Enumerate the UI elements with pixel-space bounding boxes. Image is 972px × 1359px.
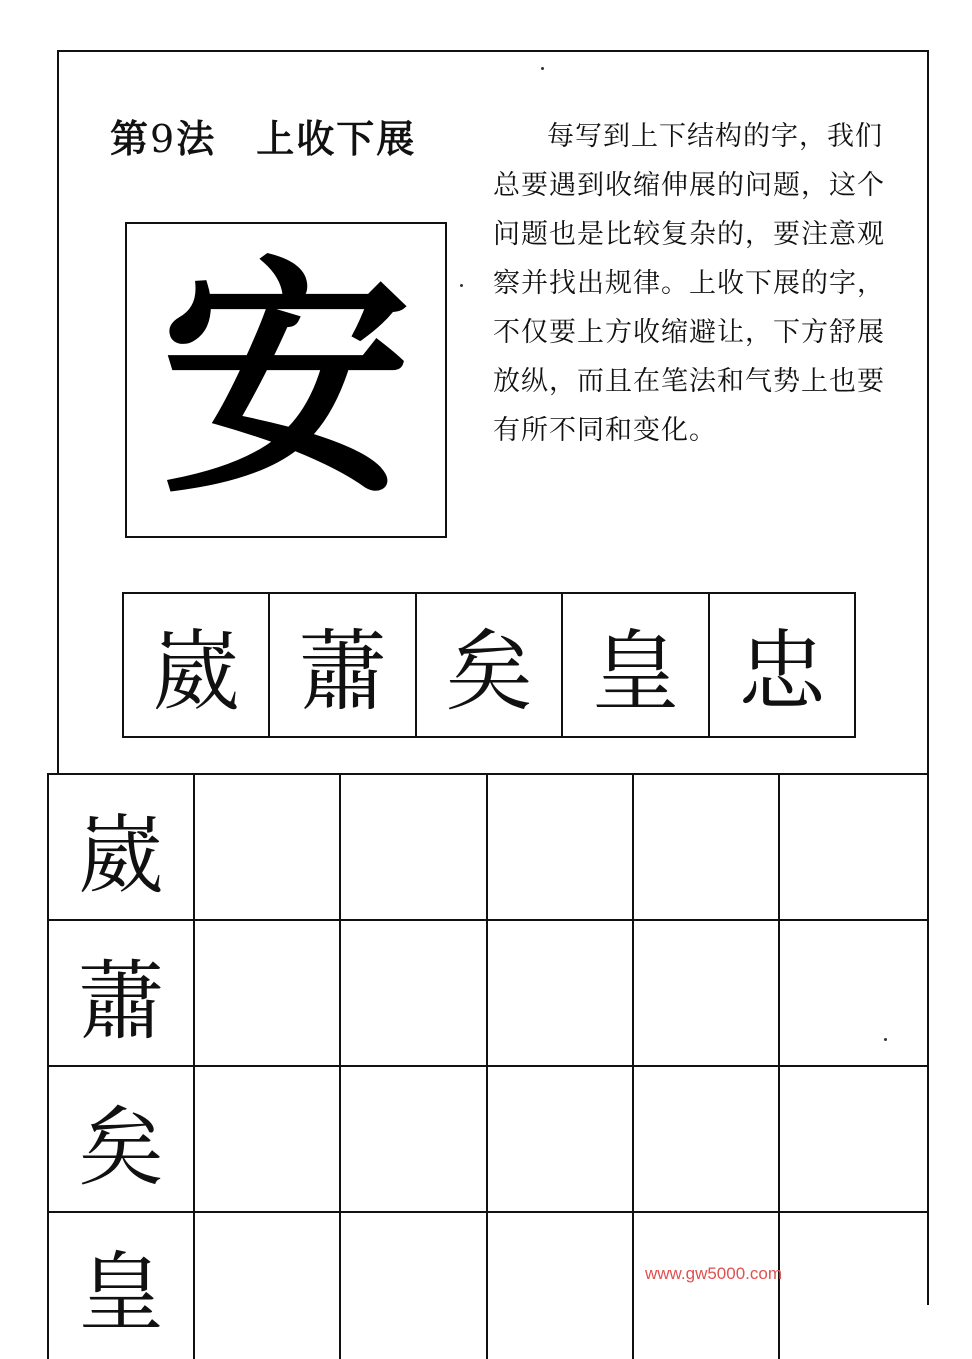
practice-model-character: 矣 <box>47 1067 193 1213</box>
practice-cell[interactable] <box>778 1067 927 1213</box>
practice-cell[interactable] <box>778 1213 927 1359</box>
practice-cell[interactable] <box>486 1067 632 1213</box>
practice-cell[interactable] <box>339 1213 486 1359</box>
practice-cell[interactable] <box>193 921 339 1067</box>
scan-speck <box>541 67 544 70</box>
sample-character: 皇 <box>563 594 709 736</box>
practice-model-character: 崴 <box>47 775 193 921</box>
practice-cell[interactable] <box>339 775 486 921</box>
sample-character: 忠 <box>737 620 826 723</box>
sample-characters-row <box>122 592 856 738</box>
practice-grid <box>47 773 927 1343</box>
practice-cell[interactable] <box>778 775 927 921</box>
practice-cell[interactable] <box>486 775 632 921</box>
practice-cell[interactable] <box>339 921 486 1067</box>
frame-right-border <box>927 50 929 1305</box>
practice-row <box>47 1211 927 1359</box>
lesson-number: 9 <box>150 117 177 161</box>
practice-cell[interactable] <box>632 1213 778 1359</box>
sample-character: 矣 <box>417 594 563 736</box>
practice-model-character: 皇 <box>47 1213 193 1359</box>
practice-cell[interactable] <box>193 1213 339 1359</box>
scan-speck <box>460 284 463 287</box>
frame-left-border <box>57 50 59 775</box>
practice-row <box>47 919 927 1067</box>
practice-cell[interactable] <box>486 1213 632 1359</box>
practice-cell[interactable] <box>486 921 632 1067</box>
practice-row <box>47 1065 927 1213</box>
sample-character: 崴 <box>124 594 270 736</box>
practice-cell[interactable] <box>778 921 927 1067</box>
example-character: 安 <box>161 233 411 527</box>
practice-cell[interactable] <box>339 1067 486 1213</box>
title-suffix: 法 <box>176 117 217 161</box>
practice-model-character: 蕭 <box>47 921 193 1067</box>
practice-cell[interactable] <box>632 921 778 1067</box>
lesson-name: 上收下展 <box>256 117 417 161</box>
scan-speck <box>884 1038 887 1041</box>
sample-character: 蕭 <box>270 594 416 736</box>
title-prefix: 第 <box>110 117 151 161</box>
practice-cell[interactable] <box>193 1067 339 1213</box>
practice-row <box>47 773 927 921</box>
site-watermark: www.gw5000.com <box>645 1264 783 1283</box>
practice-cell[interactable] <box>632 1067 778 1213</box>
frame-top-border <box>57 50 929 52</box>
practice-cell[interactable] <box>632 775 778 921</box>
practice-cell[interactable] <box>193 775 339 921</box>
lesson-description: 每写到上下结构的字，我们总要遇到收缩伸展的问题，这个问题也是比较复杂的，要注意观察并找出规律。上收下展的字，不仅要上方收缩避让，下方舒展放纵，而且在笔法和气势上也要有所不同和变化。 <box>493 121 885 446</box>
lesson-title <box>110 108 416 163</box>
example-character-box <box>125 222 447 538</box>
